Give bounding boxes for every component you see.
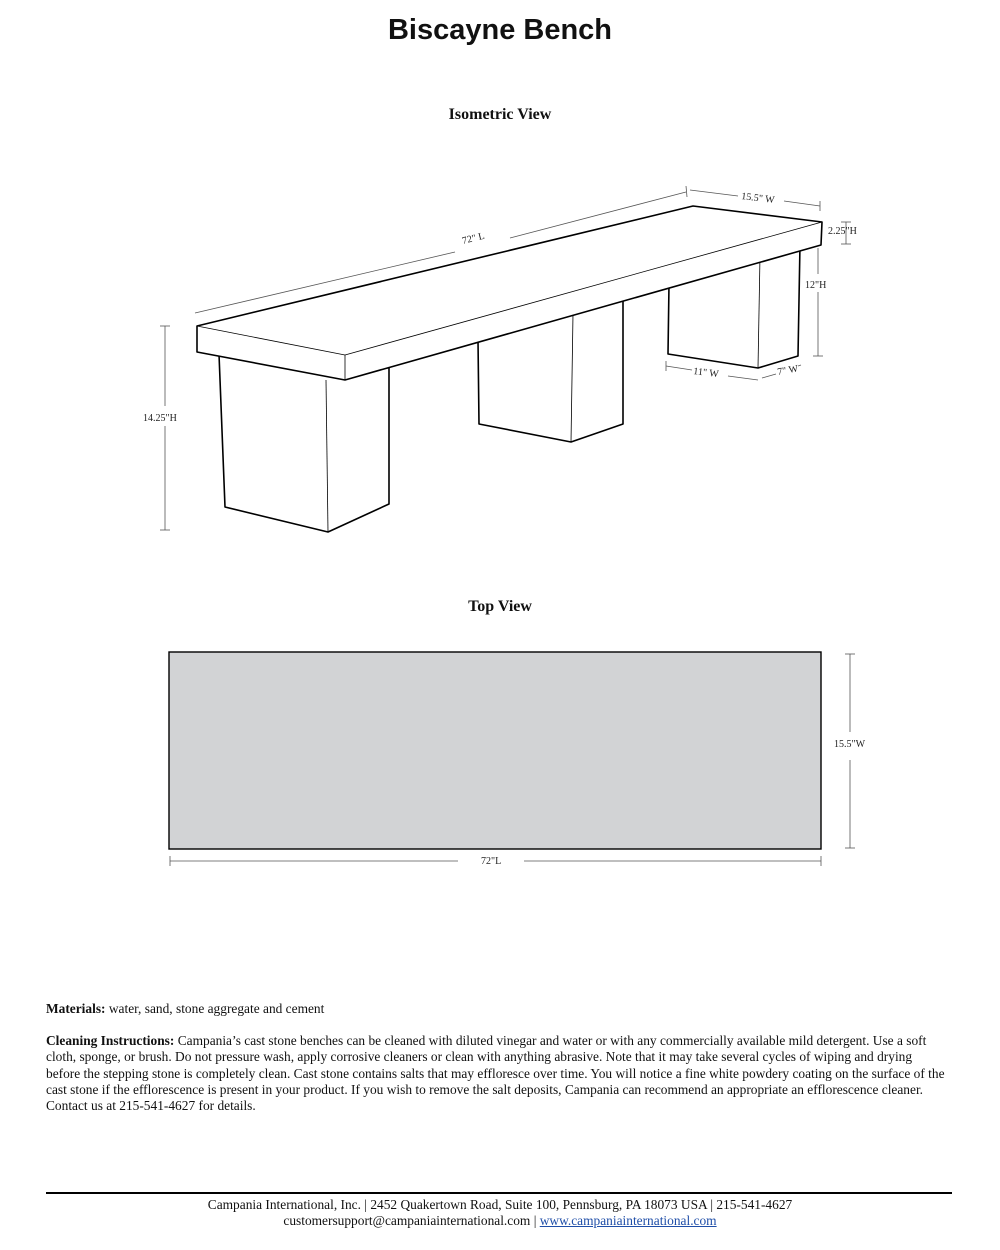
- dim-total-height-label: 14.25"H: [143, 413, 177, 424]
- bench-top-outline: [169, 652, 821, 849]
- dimension-top-thickness: [828, 222, 857, 244]
- footer-address: Campania International, Inc. | 2452 Quakertown Road, Suite 100, Pennsburg, PA 18073 USA | 215-541-4627: [207, 1197, 793, 1212]
- materials-text: water, sand, stone aggregate and cement: [108, 1001, 325, 1016]
- dim-length-label: 72" L: [461, 230, 486, 247]
- footer-separator: |: [530, 1213, 540, 1228]
- dimension-leg-height: [805, 248, 826, 356]
- isometric-drawing: [0, 170, 1000, 540]
- top-dim-length-label: 72"L: [481, 856, 502, 867]
- top-dim-width-label: 15.5"W: [834, 739, 866, 750]
- dim-width-label: 15.5" W: [740, 191, 776, 207]
- dim-leg-width-label: 11" W: [692, 366, 720, 381]
- top-view-heading: Top View: [468, 598, 532, 615]
- footer-divider: [46, 1192, 952, 1194]
- footer-website-link[interactable]: www.campaniainternational.com: [539, 1213, 717, 1228]
- dim-leg-depth-label: 7" W: [776, 363, 800, 378]
- dimension-total-height: [143, 326, 177, 530]
- footer-email: customersupport@campaniainternational.com: [283, 1213, 531, 1228]
- dim-leg-height-label: 12"H: [805, 280, 827, 291]
- cleaning-text: Campania’s cast stone benches can be cleaned with diluted vinegar and water or with any commercially available mild detergent. Use a soft cloth, sponge, or brush. Do not pressure wash, apply corrosive cleaners or clean with anything abrasive. Note that it may take several cycles of wiping and drying before the stepping stone is completely clean. Cast stone contains salts that may effloresce over time. You will notice a fine white powdery coating on the surface of the cast stone if the efflorescence is present in your product. If you wish to remove the salt deposits, Campania can recommend an appropriate an efflorescence cleaner. Contact us at 215-541-4627 for details.: [46, 1033, 945, 1114]
- cleaning-paragraph: [46, 1033, 946, 1114]
- cleaning-label: Cleaning Instructions:: [46, 1033, 175, 1048]
- footer-contact: [0, 1213, 1000, 1229]
- page-title: Biscayne Bench: [387, 14, 613, 46]
- top-dimension-width: [834, 654, 866, 848]
- materials-label: Materials:: [46, 1001, 106, 1016]
- top-view-drawing: [0, 640, 1000, 880]
- materials-paragraph: [46, 1001, 946, 1017]
- top-dimension-length: [170, 856, 821, 867]
- bench-leg-front: [219, 350, 389, 532]
- isometric-view-heading: Isometric View: [448, 106, 552, 123]
- dim-top-thickness-label: 2.25"H: [828, 226, 857, 237]
